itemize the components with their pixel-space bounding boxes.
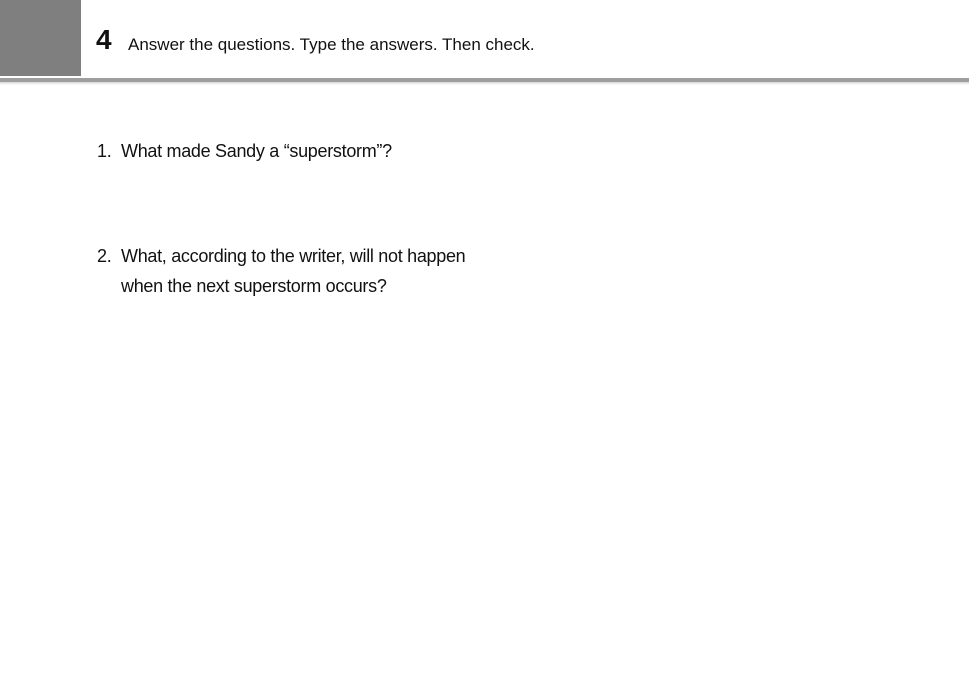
exercise-instruction: Answer the questions. Type the answers. Then check. [128, 35, 535, 54]
question-1 [97, 136, 481, 166]
question-number: 2. [97, 246, 112, 266]
question-text [121, 241, 481, 301]
question-text: What made Sandy a “superstorm”? [121, 141, 392, 161]
question-text-line-2: when the next superstorm occurs? [121, 276, 387, 296]
exercise-header [0, 0, 969, 78]
question-text-line-1: What, according to the writer, will not happen [121, 246, 466, 266]
exercise-number: 4 [96, 24, 112, 55]
question-2 [97, 241, 481, 301]
header-divider-shadow [0, 82, 969, 85]
question-number: 1. [97, 141, 112, 161]
header-gray-block [0, 0, 81, 76]
